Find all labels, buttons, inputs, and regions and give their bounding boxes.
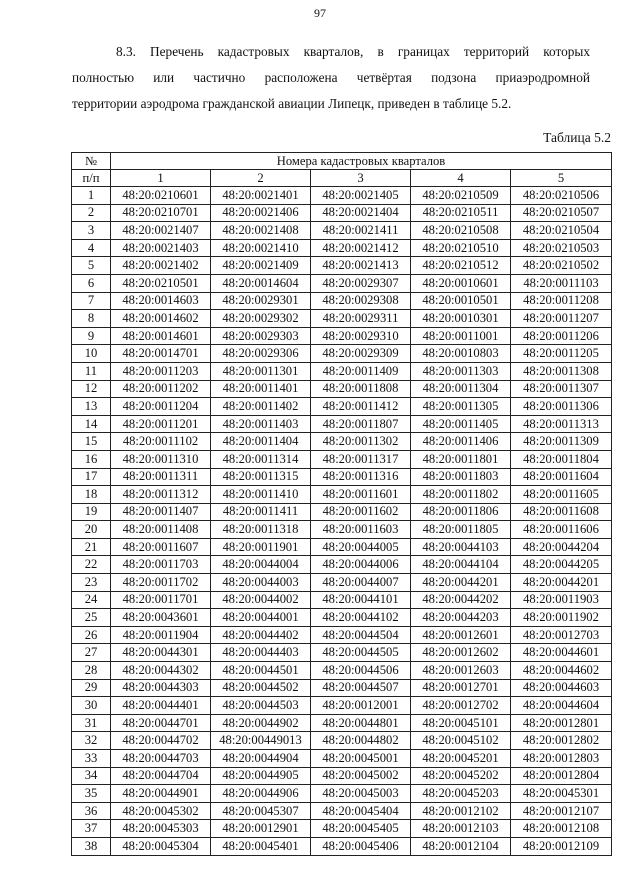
cadastral-number-cell: 48:20:0011406 (411, 433, 511, 451)
cadastral-number-cell: 48:20:0011305 (411, 398, 511, 416)
cadastral-number-cell: 48:20:0210507 (511, 204, 612, 222)
cadastral-number-cell: 48:20:0011206 (511, 327, 612, 345)
table-row (72, 433, 612, 451)
row-number-cell: 13 (72, 398, 111, 416)
cadastral-number-cell: 48:20:0011902 (511, 609, 612, 627)
cadastral-number-cell: 48:20:0011904 (111, 626, 211, 644)
cadastral-number-cell: 48:20:0044201 (511, 574, 612, 592)
cadastral-number-cell: 48:20:0011317 (311, 450, 411, 468)
cadastral-number-cell: 48:20:0014603 (111, 292, 211, 310)
table-row (72, 362, 612, 380)
group-header: Номера кадастровых кварталов (111, 153, 612, 170)
cadastral-number-cell: 48:20:0029303 (211, 327, 311, 345)
cadastral-number-cell: 48:20:0011803 (411, 468, 511, 486)
table-row (72, 662, 612, 680)
row-number-cell: 9 (72, 327, 111, 345)
cadastral-number-cell: 48:20:0045302 (111, 802, 211, 820)
cadastral-number-cell: 48:20:0011313 (511, 415, 612, 433)
cadastral-number-cell: 48:20:0012701 (411, 679, 511, 697)
cadastral-number-cell: 48:20:0010501 (411, 292, 511, 310)
cadastral-number-cell: 48:20:0045003 (311, 785, 411, 803)
table-row (72, 503, 612, 521)
cadastral-number-cell: 48:20:0044401 (111, 697, 211, 715)
row-number-cell: 37 (72, 820, 111, 838)
cadastral-number-cell: 48:20:0021405 (311, 187, 411, 205)
cadastral-quarters-table (71, 152, 612, 856)
table-row (72, 732, 612, 750)
cadastral-number-cell: 48:20:0044101 (311, 591, 411, 609)
cadastral-number-cell: 48:20:0011201 (111, 415, 211, 433)
cadastral-number-cell: 48:20:0011314 (211, 450, 311, 468)
cadastral-number-cell: 48:20:0011307 (511, 380, 612, 398)
table-row (72, 802, 612, 820)
table-row (72, 591, 612, 609)
cadastral-number-cell: 48:20:0012001 (311, 697, 411, 715)
cadastral-number-cell: 48:20:0044403 (211, 644, 311, 662)
row-number-cell: 14 (72, 415, 111, 433)
cadastral-number-cell: 48:20:0044505 (311, 644, 411, 662)
row-number-cell: 30 (72, 697, 111, 715)
cadastral-number-cell: 48:20:0012703 (511, 626, 612, 644)
row-number-cell: 21 (72, 538, 111, 556)
cadastral-number-cell: 48:20:0044007 (311, 574, 411, 592)
cadastral-number-cell: 48:20:0044301 (111, 644, 211, 662)
cadastral-number-cell: 48:20:0021406 (211, 204, 311, 222)
cadastral-number-cell: 48:20:0044602 (511, 662, 612, 680)
cadastral-number-cell: 48:20:0011207 (511, 310, 612, 328)
cadastral-number-cell: 48:20:0045303 (111, 820, 211, 838)
row-number-cell: 28 (72, 662, 111, 680)
cadastral-number-cell: 48:20:0011604 (511, 468, 612, 486)
cadastral-number-cell: 48:20:0044104 (411, 556, 511, 574)
cadastral-number-cell: 48:20:0011404 (211, 433, 311, 451)
cadastral-number-cell: 48:20:0011808 (311, 380, 411, 398)
cadastral-number-cell: 48:20:0011901 (211, 538, 311, 556)
cadastral-number-cell: 48:20:0011601 (311, 486, 411, 504)
table-row (72, 679, 612, 697)
cadastral-number-cell: 48:20:0011316 (311, 468, 411, 486)
row-number-cell: 36 (72, 802, 111, 820)
table-row (72, 820, 612, 838)
table-row (72, 644, 612, 662)
cadastral-number-cell: 48:20:0029310 (311, 327, 411, 345)
table-row (72, 609, 612, 627)
cadastral-number-cell: 48:20:0011702 (111, 574, 211, 592)
cadastral-number-cell: 48:20:0044102 (311, 609, 411, 627)
cadastral-number-cell: 48:20:0044604 (511, 697, 612, 715)
cadastral-number-cell: 48:20:0011302 (311, 433, 411, 451)
column-header: 3 (311, 170, 411, 187)
cadastral-number-cell: 48:20:0044501 (211, 662, 311, 680)
cadastral-number-cell: 48:20:0021410 (211, 239, 311, 257)
cadastral-number-cell: 48:20:0012801 (511, 714, 612, 732)
cadastral-number-cell: 48:20:0044201 (411, 574, 511, 592)
cadastral-number-cell: 48:20:0045002 (311, 767, 411, 785)
cadastral-number-cell: 48:20:0011309 (511, 433, 612, 451)
column-header: 4 (411, 170, 511, 187)
cadastral-number-cell: 48:20:0044003 (211, 574, 311, 592)
cadastral-number-cell: 48:20:0011807 (311, 415, 411, 433)
cadastral-number-cell: 48:20:0044205 (511, 556, 612, 574)
cadastral-number-cell: 48:20:0210512 (411, 257, 511, 275)
table-row (72, 538, 612, 556)
cadastral-number-cell: 48:20:0012104 (411, 837, 511, 855)
cadastral-number-cell: 48:20:0012107 (511, 802, 612, 820)
cadastral-number-cell: 48:20:0011102 (111, 433, 211, 451)
cadastral-number-cell: 48:20:0210510 (411, 239, 511, 257)
table-row (72, 626, 612, 644)
paragraph-line: территории аэродрома гражданской авиации Липецк, приведен в таблице 5.2. (72, 96, 512, 111)
table-row (72, 222, 612, 240)
cadastral-number-cell: 48:20:0011411 (211, 503, 311, 521)
row-number-cell: 5 (72, 257, 111, 275)
cadastral-number-cell: 48:20:0011701 (111, 591, 211, 609)
cadastral-number-cell: 48:20:0210503 (511, 239, 612, 257)
cadastral-number-cell: 48:20:0011203 (111, 362, 211, 380)
cadastral-number-cell: 48:20:0010803 (411, 345, 511, 363)
cadastral-number-cell: 48:20:0011410 (211, 486, 311, 504)
cadastral-number-cell: 48:20:0021412 (311, 239, 411, 257)
cadastral-number-cell: 48:20:0045101 (411, 714, 511, 732)
cadastral-number-cell: 48:20:0011703 (111, 556, 211, 574)
cadastral-number-cell: 48:20:0044902 (211, 714, 311, 732)
cadastral-number-cell: 48:20:0044202 (411, 591, 511, 609)
row-number-cell: 19 (72, 503, 111, 521)
cadastral-number-cell: 48:20:0044006 (311, 556, 411, 574)
cadastral-number-cell: 48:20:0011315 (211, 468, 311, 486)
cadastral-number-cell: 48:20:0011205 (511, 345, 612, 363)
cadastral-number-cell: 48:20:0044904 (211, 750, 311, 768)
cadastral-number-cell: 48:20:0014602 (111, 310, 211, 328)
column-header: 2 (211, 170, 311, 187)
table-row (72, 574, 612, 592)
column-header: 5 (511, 170, 612, 187)
cadastral-number-cell: 48:20:0210601 (111, 187, 211, 205)
cadastral-number-cell: 48:20:0021403 (111, 239, 211, 257)
row-number-cell: 10 (72, 345, 111, 363)
cadastral-number-cell: 48:20:0011403 (211, 415, 311, 433)
cadastral-number-cell: 48:20:0012702 (411, 697, 511, 715)
cadastral-number-cell: 48:20:0011804 (511, 450, 612, 468)
cadastral-number-cell: 48:20:0045001 (311, 750, 411, 768)
cadastral-number-cell: 48:20:0044504 (311, 626, 411, 644)
cadastral-number-cell: 48:20:0011805 (411, 521, 511, 539)
cadastral-number-cell: 48:20:0011603 (311, 521, 411, 539)
cadastral-number-cell: 48:20:0011318 (211, 521, 311, 539)
cadastral-number-cell: 48:20:0012601 (411, 626, 511, 644)
row-number-cell: 17 (72, 468, 111, 486)
table-row (72, 345, 612, 363)
table-row (72, 767, 612, 785)
cadastral-number-cell: 48:20:0010301 (411, 310, 511, 328)
table-row (72, 450, 612, 468)
table-row (72, 398, 612, 416)
cadastral-number-cell: 48:20:0011306 (511, 398, 612, 416)
cadastral-number-cell: 48:20:0045304 (111, 837, 211, 855)
cadastral-number-cell: 48:20:0011103 (511, 274, 612, 292)
cadastral-number-cell: 48:20:0045406 (311, 837, 411, 855)
cadastral-number-cell: 48:20:0012103 (411, 820, 511, 838)
table-row (72, 310, 612, 328)
row-number-cell: 29 (72, 679, 111, 697)
num-header-top: № (72, 153, 111, 170)
cadastral-number-cell: 48:20:0044601 (511, 644, 612, 662)
cadastral-number-cell: 48:20:0021411 (311, 222, 411, 240)
row-number-cell: 6 (72, 274, 111, 292)
row-number-cell: 38 (72, 837, 111, 855)
cadastral-number-cell: 48:20:0011605 (511, 486, 612, 504)
num-header-bottom: п/п (72, 170, 111, 187)
cadastral-number-cell: 48:20:0044801 (311, 714, 411, 732)
table-row (72, 750, 612, 768)
cadastral-number-cell: 48:20:0011402 (211, 398, 311, 416)
table-row (72, 468, 612, 486)
cadastral-number-cell: 48:20:0044603 (511, 679, 612, 697)
cadastral-number-cell: 48:20:0021407 (111, 222, 211, 240)
cadastral-number-cell: 48:20:0044203 (411, 609, 511, 627)
cadastral-number-cell: 48:20:0012602 (411, 644, 511, 662)
row-number-cell: 3 (72, 222, 111, 240)
table-row (72, 292, 612, 310)
paragraph-line: 8.3. Перечень кадастровых кварталов, в границах территорий которых (116, 44, 590, 59)
cadastral-number-cell: 48:20:0011308 (511, 362, 612, 380)
cadastral-number-cell: 48:20:0011311 (111, 468, 211, 486)
cadastral-number-cell: 48:20:0029301 (211, 292, 311, 310)
row-number-cell: 7 (72, 292, 111, 310)
table-row (72, 204, 612, 222)
cadastral-number-cell: 48:20:0044507 (311, 679, 411, 697)
table-body (72, 187, 612, 856)
row-number-cell: 11 (72, 362, 111, 380)
cadastral-number-cell: 48:20:0043601 (111, 609, 211, 627)
cadastral-number-cell: 48:20:0011412 (311, 398, 411, 416)
row-number-cell: 8 (72, 310, 111, 328)
cadastral-number-cell: 48:20:0010601 (411, 274, 511, 292)
table-row (72, 274, 612, 292)
cadastral-number-cell: 48:20:0012603 (411, 662, 511, 680)
row-number-cell: 31 (72, 714, 111, 732)
table-row (72, 714, 612, 732)
table-caption: Таблица 5.2 (543, 130, 611, 145)
cadastral-number-cell: 48:20:0029308 (311, 292, 411, 310)
cadastral-number-cell: 48:20:0011801 (411, 450, 511, 468)
cadastral-number-cell: 48:20:0029302 (211, 310, 311, 328)
cadastral-number-cell: 48:20:0045404 (311, 802, 411, 820)
row-number-cell: 20 (72, 521, 111, 539)
row-number-cell: 33 (72, 750, 111, 768)
row-number-cell: 24 (72, 591, 111, 609)
row-number-cell: 35 (72, 785, 111, 803)
cadastral-number-cell: 48:20:0044302 (111, 662, 211, 680)
column-header: 1 (111, 170, 211, 187)
cadastral-number-cell: 48:20:0045401 (211, 837, 311, 855)
cadastral-number-cell: 48:20:0210509 (411, 187, 511, 205)
cadastral-number-cell: 48:20:0011806 (411, 503, 511, 521)
cadastral-number-cell: 48:20:0012804 (511, 767, 612, 785)
row-number-cell: 1 (72, 187, 111, 205)
cadastral-number-cell: 48:20:0011304 (411, 380, 511, 398)
cadastral-number-cell: 48:20:0044002 (211, 591, 311, 609)
cadastral-number-cell: 48:20:0044001 (211, 609, 311, 627)
table-row (72, 239, 612, 257)
cadastral-number-cell: 48:20:0044906 (211, 785, 311, 803)
row-number-cell: 18 (72, 486, 111, 504)
cadastral-number-cell: 48:20:0021402 (111, 257, 211, 275)
cadastral-number-cell: 48:20:0011409 (311, 362, 411, 380)
table-row (72, 327, 612, 345)
table-row (72, 785, 612, 803)
cadastral-number-cell: 48:20:0044901 (111, 785, 211, 803)
cadastral-number-cell: 48:20:0011602 (311, 503, 411, 521)
cadastral-number-cell: 48:20:0014604 (211, 274, 311, 292)
cadastral-number-cell: 48:20:0045202 (411, 767, 511, 785)
cadastral-number-cell: 48:20:0029307 (311, 274, 411, 292)
table-row (72, 380, 612, 398)
cadastral-number-cell: 48:20:0011408 (111, 521, 211, 539)
cadastral-number-cell: 48:20:0011903 (511, 591, 612, 609)
cadastral-number-cell: 48:20:0044506 (311, 662, 411, 680)
cadastral-number-cell: 48:20:0012901 (211, 820, 311, 838)
row-number-cell: 4 (72, 239, 111, 257)
cadastral-number-cell: 48:20:0044701 (111, 714, 211, 732)
table-row (72, 556, 612, 574)
cadastral-number-cell: 48:20:0044303 (111, 679, 211, 697)
cadastral-number-cell: 48:20:00449013 (211, 732, 311, 750)
table-row (72, 486, 612, 504)
cadastral-number-cell: 48:20:0045201 (411, 750, 511, 768)
cadastral-number-cell: 48:20:0044905 (211, 767, 311, 785)
cadastral-number-cell: 48:20:0011303 (411, 362, 511, 380)
cadastral-number-cell: 48:20:0011608 (511, 503, 612, 521)
cadastral-number-cell: 48:20:0012102 (411, 802, 511, 820)
cadastral-number-cell: 48:20:0012108 (511, 820, 612, 838)
cadastral-number-cell: 48:20:0011208 (511, 292, 612, 310)
cadastral-number-cell: 48:20:0021401 (211, 187, 311, 205)
row-number-cell: 25 (72, 609, 111, 627)
cadastral-number-cell: 48:20:0029309 (311, 345, 411, 363)
cadastral-number-cell: 48:20:0044204 (511, 538, 612, 556)
cadastral-number-cell: 48:20:0011802 (411, 486, 511, 504)
cadastral-number-cell: 48:20:0045307 (211, 802, 311, 820)
row-number-cell: 26 (72, 626, 111, 644)
row-number-cell: 16 (72, 450, 111, 468)
cadastral-number-cell: 48:20:0045405 (311, 820, 411, 838)
cadastral-number-cell: 48:20:0011607 (111, 538, 211, 556)
cadastral-number-cell: 48:20:0011001 (411, 327, 511, 345)
cadastral-number-cell: 48:20:0044702 (111, 732, 211, 750)
cadastral-number-cell: 48:20:0210701 (111, 204, 211, 222)
row-number-cell: 2 (72, 204, 111, 222)
row-number-cell: 22 (72, 556, 111, 574)
cadastral-number-cell: 48:20:0011405 (411, 415, 511, 433)
cadastral-number-cell: 48:20:0044402 (211, 626, 311, 644)
cadastral-number-cell: 48:20:0210506 (511, 187, 612, 205)
cadastral-number-cell: 48:20:0021404 (311, 204, 411, 222)
cadastral-number-cell: 48:20:0012802 (511, 732, 612, 750)
cadastral-number-cell: 48:20:0044704 (111, 767, 211, 785)
row-number-cell: 23 (72, 574, 111, 592)
cadastral-number-cell: 48:20:0011301 (211, 362, 311, 380)
cadastral-number-cell: 48:20:0044703 (111, 750, 211, 768)
cadastral-number-cell: 48:20:0021413 (311, 257, 411, 275)
row-number-cell: 15 (72, 433, 111, 451)
table-row (72, 187, 612, 205)
cadastral-number-cell: 48:20:0044802 (311, 732, 411, 750)
cadastral-number-cell: 48:20:0044503 (211, 697, 311, 715)
page-number: 97 (314, 6, 326, 20)
cadastral-number-cell: 48:20:0011401 (211, 380, 311, 398)
cadastral-number-cell: 48:20:0011202 (111, 380, 211, 398)
row-number-cell: 12 (72, 380, 111, 398)
cadastral-number-cell: 48:20:0014601 (111, 327, 211, 345)
cadastral-number-cell: 48:20:0021409 (211, 257, 311, 275)
cadastral-number-cell: 48:20:0210508 (411, 222, 511, 240)
cadastral-number-cell: 48:20:0044005 (311, 538, 411, 556)
row-number-cell: 34 (72, 767, 111, 785)
row-number-cell: 32 (72, 732, 111, 750)
cadastral-number-cell: 48:20:0210511 (411, 204, 511, 222)
cadastral-number-cell: 48:20:0045301 (511, 785, 612, 803)
intro-paragraph (72, 39, 590, 117)
table-row (72, 521, 612, 539)
cadastral-number-cell: 48:20:0044502 (211, 679, 311, 697)
cadastral-number-cell: 48:20:0011407 (111, 503, 211, 521)
cadastral-number-cell: 48:20:0012803 (511, 750, 612, 768)
cadastral-number-cell: 48:20:0044103 (411, 538, 511, 556)
table-row (72, 415, 612, 433)
cadastral-number-cell: 48:20:0011606 (511, 521, 612, 539)
cadastral-number-cell: 48:20:0044004 (211, 556, 311, 574)
row-number-cell: 27 (72, 644, 111, 662)
cadastral-number-cell: 48:20:0029306 (211, 345, 311, 363)
cadastral-number-cell: 48:20:0014701 (111, 345, 211, 363)
cadastral-number-cell: 48:20:0021408 (211, 222, 311, 240)
cadastral-number-cell: 48:20:0210502 (511, 257, 612, 275)
cadastral-number-cell: 48:20:0029311 (311, 310, 411, 328)
table-row (72, 837, 612, 855)
cadastral-number-cell: 48:20:0045102 (411, 732, 511, 750)
cadastral-number-cell: 48:20:0011204 (111, 398, 211, 416)
cadastral-number-cell: 48:20:0210504 (511, 222, 612, 240)
cadastral-number-cell: 48:20:0011312 (111, 486, 211, 504)
cadastral-number-cell: 48:20:0045203 (411, 785, 511, 803)
cadastral-number-cell: 48:20:0210501 (111, 274, 211, 292)
cadastral-number-cell: 48:20:0012109 (511, 837, 612, 855)
cadastral-number-cell: 48:20:0011310 (111, 450, 211, 468)
table-row (72, 697, 612, 715)
table-row (72, 257, 612, 275)
paragraph-line: полностью или частично расположена четвёртая подзона приаэродромной (72, 70, 590, 85)
